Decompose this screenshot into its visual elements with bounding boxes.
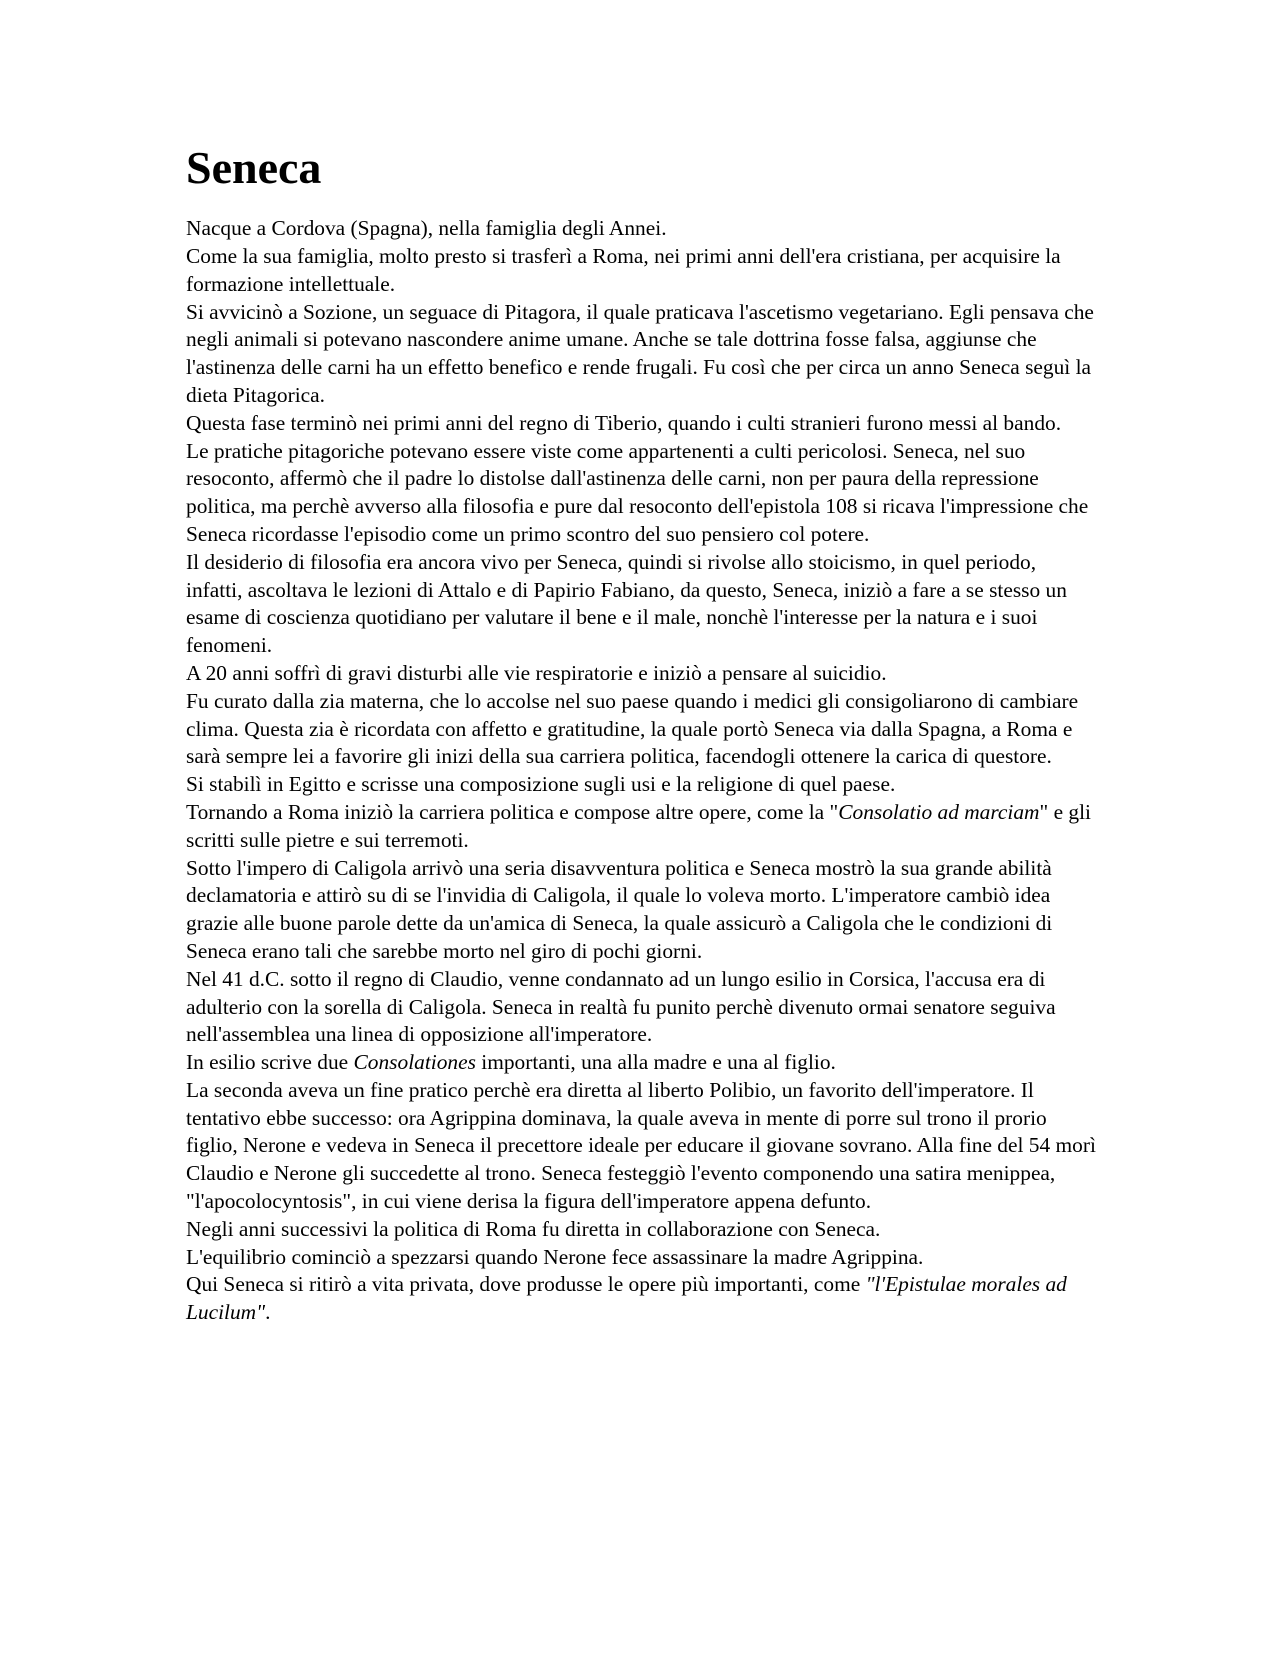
paragraph-2: Come la sua famiglia, molto presto si trasferì a Roma, nei primi anni dell'era cristiana, per acquisire la formazione intellettuale.: [186, 243, 1061, 296]
paragraph-14: La seconda aveva un fine pratico perchè era diretta al liberto Polibio, un favorito dell'imperatore. Il tentativo ebbe successo: ora Agrippina dominava, la quale aveva in mente di porre sul trono il prorio figlio, Nerone e vedeva in Seneca il precettore ideale per educare il giovane sovrano. Alla fine del 54 morì Claudio e Nerone gli succedette al trono. Seneca festeggiò l'evento componendo una satira menippea, "l'apocolocyntosis", in cui viene derisa la figura dell'imperatore appena defunto.: [186, 1077, 1096, 1214]
paragraph-16: L'equilibrio cominciò a spezzarsi quando Nerone fece assassinare la madre Agrippina.: [186, 1244, 924, 1269]
paragraph-10: [186, 799, 1096, 855]
document-page: [186, 140, 1096, 1327]
paragraph-13-text-after: importanti, una alla madre e una al figlio.: [475, 1050, 836, 1075]
paragraph-13-text-before: In esilio scrive due: [186, 1050, 354, 1075]
page-title: Seneca: [186, 142, 322, 193]
paragraph-9: Si stabilì in Egitto e scrisse una composizione sugli usi e la religione di quel paese.: [186, 772, 896, 797]
work-title-epistulae: "l'Epistulae morales ad Lucilum": [186, 1272, 1067, 1325]
paragraph-8: Fu curato dalla zia materna, che lo accolse nel suo paese quando i medici gli consigoliarono di cambiare clima. Questa zia è ricordata con affetto e gratitudine, la quale portò Seneca via dalla Spagna, a Roma e sarà sempre lei a favorire gli inizi della sua carriera politica, facendogli ottenere la carica di questore.: [186, 688, 1079, 769]
document-body: [186, 215, 1096, 1327]
paragraph-5: Le pratiche pitagoriche potevano essere viste come appartenenti a culti pericolosi. Seneca, nel suo resoconto, affermò che il padre lo distolse dall'astinenza delle carni, non per paura della repressione politica, ma perchè avverso alla filosofia e pure dal resoconto dell'epistola 108 si ricava l'impressione che Seneca ricordasse l'episodio come un primo scontro del suo pensiero col potere.: [186, 438, 1089, 546]
work-title-consolationes: Consolationes: [353, 1050, 476, 1075]
paragraph-10-text-before: Tornando a Roma iniziò la carriera politica e compose altre opere, come la ": [186, 799, 839, 824]
paragraph-3: Si avvicinò a Sozione, un seguace di Pitagora, il quale praticava l'ascetismo vegetariano. Egli pensava che negli animali si potevano nascondere anime umane. Anche se tale dottrina fosse falsa, aggiunse che l'astinenza delle carni ha un effetto benefico e rende frugali. Fu così che per circa un anno Seneca seguì la dieta Pitagorica.: [186, 299, 1094, 407]
paragraph-17-text-after: .: [265, 1300, 271, 1325]
paragraph-6: Il desiderio di filosofia era ancora vivo per Seneca, quindi si rivolse allo stoicismo, in quel periodo, infatti, ascoltava le lezioni di Attalo e di Papirio Fabiano, da questo, Seneca, iniziò a fare a se stesso un esame di coscienza quotidiano per valutare il bene e il male, nonchè l'interesse per la natura e i suoi fenomeni.: [186, 549, 1067, 658]
paragraph-10-text-after: " e gli scritti sulle pietre e sui terremoti.: [186, 799, 1092, 852]
paragraph-17: [186, 1271, 1096, 1327]
paragraph-13: [186, 1049, 1096, 1077]
paragraph-17-text-before: Qui Seneca si ritirò a vita privata, dove produsse le opere più importanti, come: [186, 1272, 866, 1297]
paragraph-11: Sotto l'impero di Caligola arrivò una seria disavventura politica e Seneca mostrò la sua grande abilità declamatoria e attirò su di se l'invidia di Caligola, il quale lo voleva morto. L'imperatore cambiò idea grazie alle buone parole dette da un'amica di Seneca, la quale assicurò a Caligola che le condizioni di Seneca erano tali che sarebbe morto nel giro di pochi giorni.: [186, 855, 1053, 963]
work-title-consolatio: Consolatio ad marciam: [838, 799, 1040, 824]
paragraph-1: Nacque a Cordova (Spagna), nella famiglia degli Annei.: [186, 216, 667, 241]
paragraph-4: Questa fase terminò nei primi anni del regno di Tiberio, quando i culti stranieri furono messi al bando.: [186, 410, 1062, 435]
paragraph-15: Negli anni successivi la politica di Roma fu diretta in collaborazione con Seneca.: [186, 1216, 881, 1241]
paragraph-7: A 20 anni soffrì di gravi disturbi alle vie respiratorie e iniziò a pensare al suicidio.: [186, 660, 887, 685]
paragraph-12: Nel 41 d.C. sotto il regno di Claudio, venne condannato ad un lungo esilio in Corsica, l'accusa era di adulterio con la sorella di Caligola. Seneca in realtà fu punito perchè divenuto ormai senatore seguiva nell'assemblea una linea di opposizione all'imperatore.: [186, 966, 1056, 1047]
